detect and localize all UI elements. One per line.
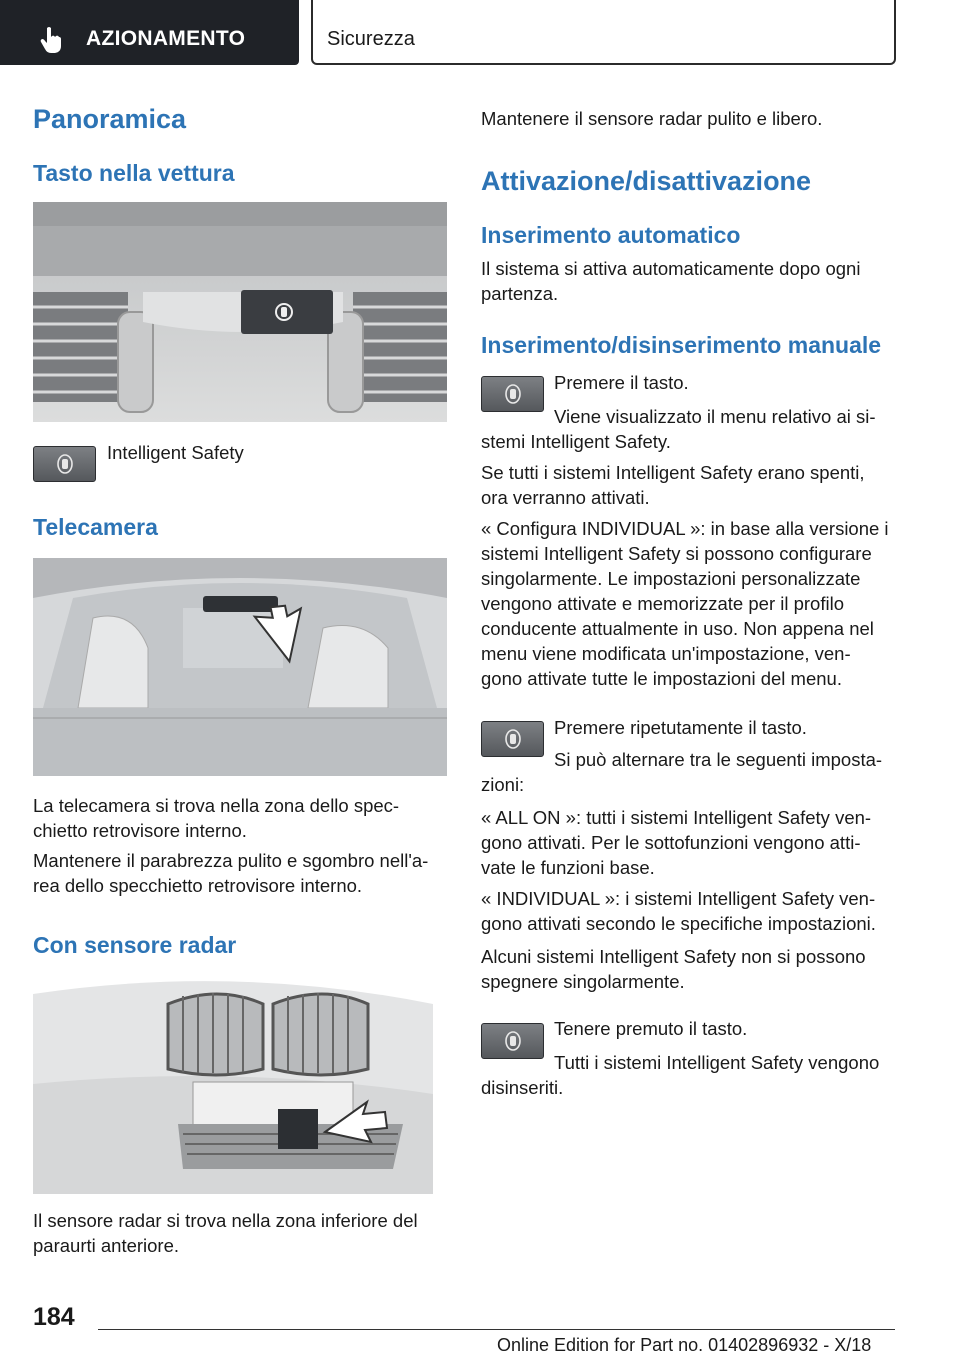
chapter-label: Sicurezza	[327, 28, 415, 50]
dashboard-button-image	[33, 202, 447, 422]
page-number: 184	[33, 1303, 75, 1331]
heading-telecamera: Telecamera	[33, 514, 158, 540]
footer-edition: Online Edition for Part no. 01402896932 - X/18	[497, 1335, 872, 1355]
telecamera-paragraph-1: La telecamera si trova nella zona dello spec- chietto retrovisore interno.	[33, 795, 400, 841]
step3-text-b: Tutti i sistemi Intelligent Safety vengono disinseriti.	[481, 1052, 880, 1098]
heading-attivazione: Attivazione/disattivazione	[481, 166, 812, 196]
footer-divider	[98, 1329, 895, 1330]
step1-text-a: Premere il tasto.	[554, 372, 689, 393]
step1-text-b: Viene visualizzato il menu relativo ai si- stemi Intelligent Safety.	[481, 406, 876, 452]
configura-paragraph: « Configura INDIVIDUAL »: in base alla versione i sistemi Intelligent Safety si possono configurare singolarmente. Le impostazioni personalizzate vengono attivate e memorizzate per il profilo conducente attualmente in uso. Non appena nel menu viene modificata un'impostazione, ven- gono attivate tutte le impostazioni del menu.	[481, 518, 889, 689]
section-tab	[0, 0, 299, 65]
allon-paragraph: « ALL ON »: tutti i sistemi Intelligent Safety ven- gono attivati. Per le sottofunzioni vengono atti- vate le funzioni base.	[481, 807, 872, 878]
alcuni-paragraph: Alcuni sistemi Intelligent Safety non si possono spegnere singolarmente.	[481, 946, 866, 992]
section-label: AZIONAMENTO	[86, 27, 246, 50]
camera-interior-image	[33, 558, 447, 776]
step2-text-b: Si può alternare tra le seguenti imposta- zioni:	[481, 749, 883, 795]
intelligent-safety-button-icon	[33, 446, 96, 482]
spenti-paragraph: Se tutti i sistemi Intelligent Safety erano spenti, ora verranno attivati.	[481, 462, 865, 508]
heading-manual: Inserimento/disinserimento manuale	[481, 332, 882, 358]
step3-text-a: Tenere premuto il tasto.	[554, 1018, 748, 1039]
page-title: Panoramica	[33, 104, 187, 134]
telecamera-paragraph-2: Mantenere il parabrezza pulito e sgombro nell'a- rea dello specchietto retrovisore interno.	[33, 850, 429, 896]
step2-text-a: Premere ripetutamente il tasto.	[554, 717, 807, 738]
heading-tasto: Tasto nella vettura	[33, 160, 235, 186]
heading-auto: Inserimento automatico	[481, 222, 741, 248]
individual-paragraph: « INDIVIDUAL »: i sistemi Intelligent Safety ven- gono attivati secondo le specifiche impostazioni.	[481, 888, 876, 934]
heading-radar: Con sensore radar	[33, 932, 237, 958]
auto-paragraph: Il sistema si attiva automaticamente dopo ogni partenza.	[481, 258, 861, 304]
button-caption: Intelligent Safety	[107, 442, 244, 463]
radar-paragraph-1: Il sensore radar si trova nella zona inferiore del paraurti anteriore.	[33, 1210, 418, 1256]
hand-pointer-icon	[40, 26, 62, 54]
radar-paragraph-2: Mantenere il sensore radar pulito e libero.	[481, 108, 823, 129]
radar-bumper-image	[33, 974, 433, 1194]
chapter-box	[311, 0, 896, 65]
